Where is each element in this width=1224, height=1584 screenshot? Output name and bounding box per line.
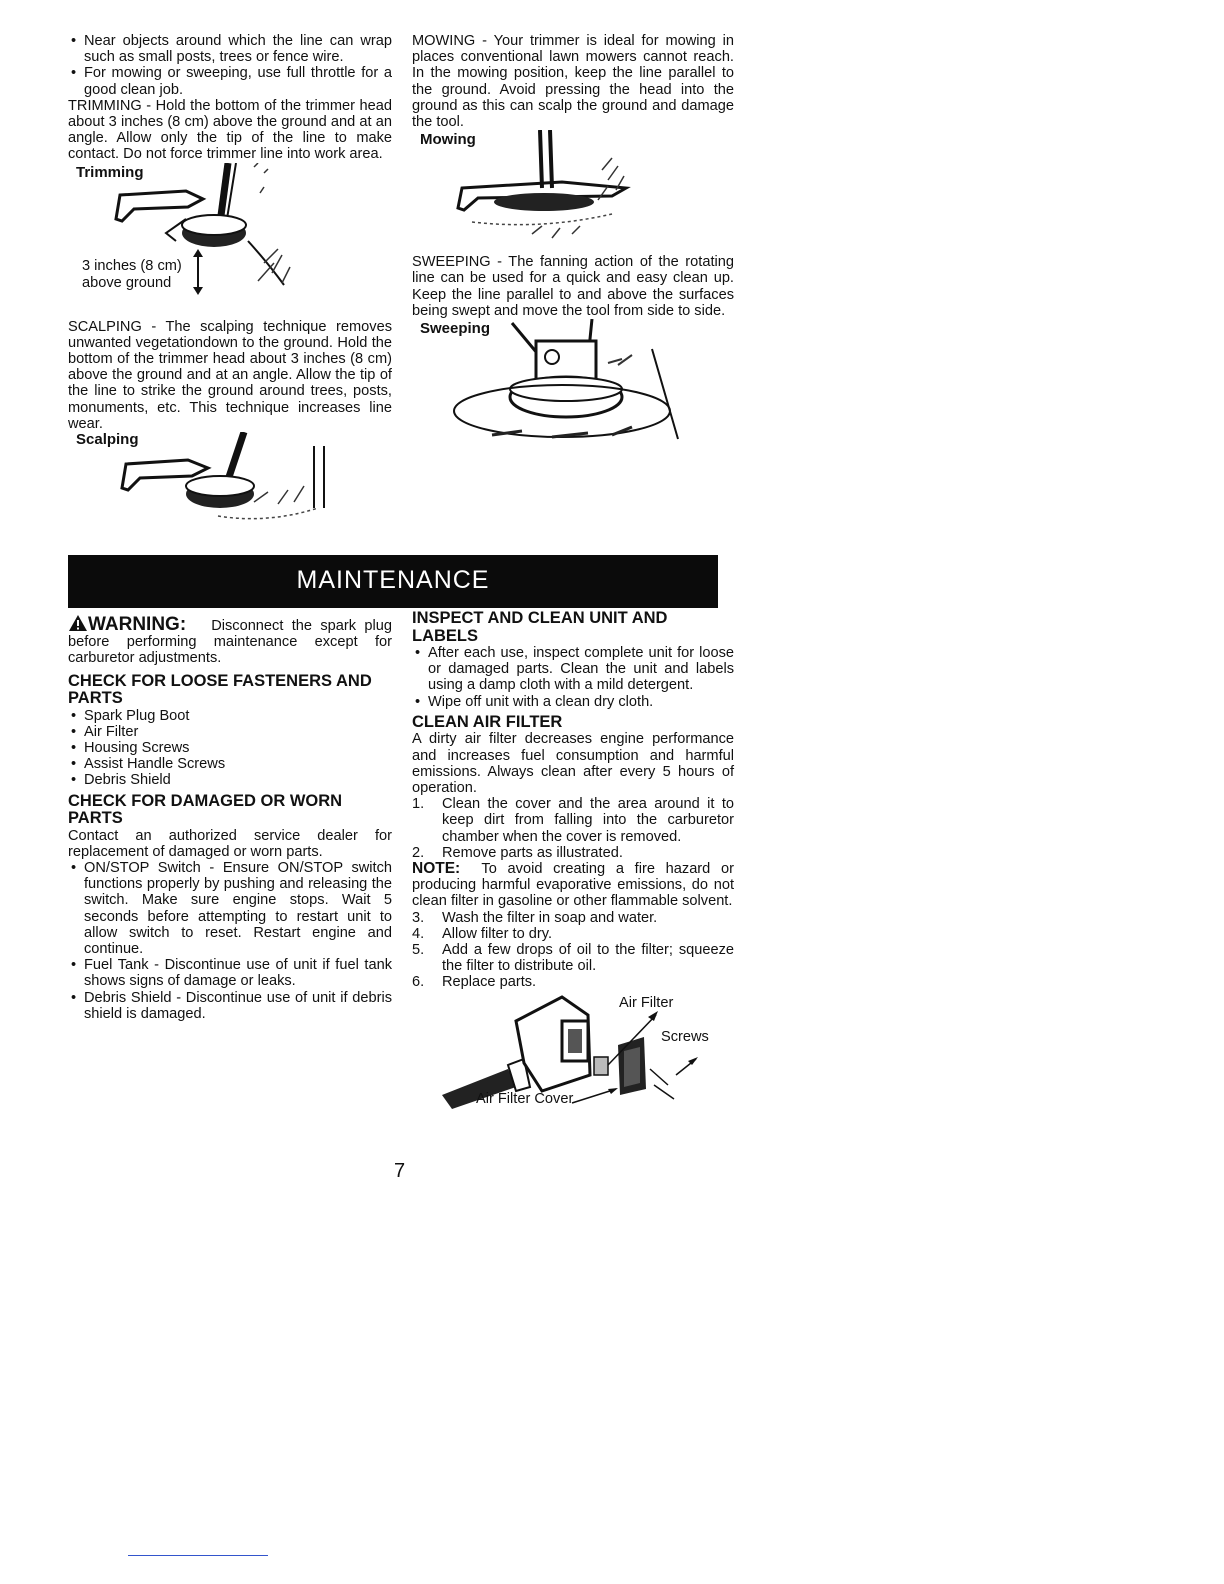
air-filter-cover-callout: Air Filter Cover	[476, 1090, 574, 1107]
air-filter-steps-b	[412, 910, 734, 991]
sweeping-figure	[412, 319, 734, 449]
list-item: • Wipe off unit with a clean dry cloth.	[412, 694, 734, 710]
trimming-figure	[68, 163, 392, 309]
mowing-label: Mowing	[420, 131, 476, 149]
sweeping-paragraph: SWEEPING - The fanning action of the rotating line can be used for a quick and easy clean up. Keep the line parallel to and above the surfaces being swept and move the tool from side to side.	[412, 254, 734, 319]
inspect-list	[412, 645, 734, 710]
loose-parts-list	[68, 708, 392, 789]
maintenance-section-banner	[68, 555, 718, 608]
list-item	[412, 845, 734, 861]
list-item	[412, 796, 734, 845]
list-item: • ON/STOP Switch - Ensure ON/STOP switch functions properly by pushing and releasing the switch. Make sure engine stops. Wait 5 seconds before attempting to restart unit to allow switch to reset. Restart engine and continue.	[68, 860, 392, 957]
air-filter-intro: A dirty air filter decreases engine performance and increases fuel consumption and harmful emissions. Always clean after every 5 hours of operation.	[412, 731, 734, 796]
step-text: Allow filter to dry.	[442, 925, 553, 942]
sweeping-label: Sweeping	[420, 320, 491, 338]
step-number: 5.	[412, 941, 425, 958]
step-text: Clean the cover and the area around it to keep dirt from falling into the carburetor chamber when the cover is removed.	[442, 796, 734, 845]
trimming-caption-ground: above ground	[82, 274, 172, 291]
trimming-label: Trimming	[76, 163, 144, 181]
footer-divider	[128, 1555, 268, 1556]
caution-bullet-list	[68, 33, 392, 98]
list-item: • Fuel Tank - Discontinue use of unit if fuel tank shows signs of damage or leaks.	[68, 957, 392, 989]
screws-callout: Screws	[661, 1028, 709, 1045]
step-number: 3.	[412, 909, 425, 926]
warning-text: Disconnect the spark plug before performing maintenance except for carburetor adjustments.	[68, 618, 392, 667]
step-number: 1.	[412, 796, 425, 813]
mowing-paragraph: MOWING - Your trimmer is ideal for mowing in places conventional lawn mowers cannot reach. In the mowing position, keep the line parallel to the ground. Avoid pressing the head into the ground as this can scalp the ground and damage the tool.	[412, 33, 734, 131]
step-text: Wash the filter in soap and water.	[442, 909, 658, 926]
list-item	[412, 926, 734, 942]
scalping-label: Scalping	[76, 431, 139, 449]
air-filter-steps-a	[412, 796, 734, 861]
step-number: 4.	[412, 925, 425, 942]
air-filter-callout: Air Filter	[619, 994, 674, 1011]
warning-word: WARNING:	[88, 614, 187, 635]
bottom-right-column	[412, 610, 734, 1119]
step-text: Replace parts.	[442, 974, 537, 991]
mowing-illustration	[412, 130, 734, 254]
air-filter-figure	[412, 991, 734, 1119]
step-number: 2.	[412, 844, 425, 861]
list-item: • Assist Handle Screws	[68, 756, 392, 772]
bottom-left-column	[68, 614, 392, 1022]
note-text: To avoid creating a fire hazard or producing harmful evaporative emissions, do not clean filter in gasoline or other flammable solvent.	[412, 860, 734, 910]
top-right-column	[412, 33, 734, 449]
damaged-parts-list	[68, 860, 392, 1022]
trimming-paragraph: TRIMMING - Hold the bottom of the trimmer head about 3 inches (8 cm) above the ground and at an angle. Allow only the tip of the line to make contact. Do not force trimmer line into work area.	[68, 97, 392, 163]
step-text: Remove parts as illustrated.	[442, 844, 623, 861]
warning-triangle-icon	[68, 614, 88, 632]
warning-paragraph	[68, 614, 392, 667]
damaged-parts-intro: Contact an authorized service dealer for replacement of damaged or worn parts.	[68, 827, 392, 860]
trimming-caption-height: 3 inches (8 cm)	[82, 257, 182, 274]
list-item: • For mowing or sweeping, use full throttle for a good clean job.	[68, 65, 392, 97]
damaged-parts-heading: CHECK FOR DAMAGED OR WORN PARTS	[68, 791, 343, 828]
list-item: • Housing Screws	[68, 740, 392, 756]
step-text: Add a few drops of oil to the filter; squeeze the filter to distribute oil.	[442, 941, 734, 975]
list-item	[412, 910, 734, 926]
clean-air-filter-heading: CLEAN AIR FILTER	[412, 712, 563, 731]
scalping-figure	[68, 432, 392, 532]
loose-fasteners-heading: CHECK FOR LOOSE FASTENERS AND PARTS	[68, 671, 372, 708]
list-item: • Debris Shield - Discontinue use of unit if debris shield is damaged.	[68, 990, 392, 1022]
list-item: • Near objects around which the line can wrap such as small posts, trees or fence wire.	[68, 33, 392, 65]
note-word: NOTE:	[412, 859, 461, 877]
list-item: • After each use, inspect complete unit for loose or damaged parts. Clean the unit and labels using a damp cloth with a mild detergent.	[412, 645, 734, 694]
sweeping-illustration	[412, 319, 734, 449]
scalping-paragraph: SCALPING - The scalping technique removes unwanted vegetationdown to the ground. Hold the bottom of the trimmer head about 3 inches (8 cm) above the ground and at an angle. Allow the tip of the line to strike the ground around trees, posts, monuments, etc. This technique increases line wear.	[68, 318, 392, 432]
inspect-clean-heading: INSPECT AND CLEAN UNIT AND LABELS	[412, 609, 668, 645]
section-title: MAINTENANCE	[296, 566, 490, 594]
step-number: 6.	[412, 974, 425, 991]
note-paragraph	[412, 861, 734, 910]
list-item	[412, 974, 734, 990]
mowing-figure	[412, 130, 734, 254]
list-item	[412, 942, 734, 974]
top-left-column	[68, 33, 392, 532]
list-item: • Air Filter	[68, 724, 392, 740]
list-item: • Spark Plug Boot	[68, 708, 392, 724]
page-number: 7	[394, 1160, 406, 1182]
list-item: • Debris Shield	[68, 772, 392, 788]
